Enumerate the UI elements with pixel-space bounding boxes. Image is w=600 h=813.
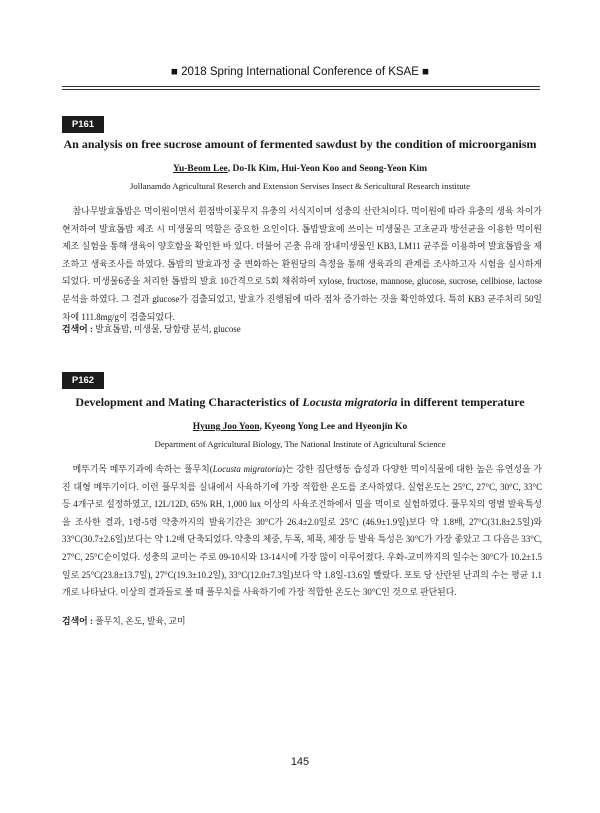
- running-header: ■ 2018 Spring International Conference of KSAE ■: [170, 66, 430, 78]
- paper-authors: [40, 164, 560, 174]
- paper-keywords: [62, 322, 542, 335]
- presenting-author: Hyung Joo Yoon: [192, 422, 260, 432]
- co-authors: , Do-Ik Kim, Hui-Yeon Koo and Seong-Yeon Kim: [227, 164, 428, 174]
- paper-authors: [40, 422, 560, 432]
- keywords-text: 발효톱밥, 미생물, 당함량 분석, glucose: [92, 324, 241, 334]
- abstract-part: 메뚜기목 메뚜기과에 속하는 풀무치(: [72, 464, 213, 474]
- keywords-text: 풀무치, 온도, 발육, 교미: [92, 616, 186, 626]
- title-part: in different temperature: [397, 395, 525, 409]
- co-authors: , Kyeong Yong Lee and Hyeonjin Ko: [259, 422, 408, 432]
- header-rule-bottom: [62, 89, 540, 90]
- presenting-author: Yu-Beom Lee: [172, 164, 228, 174]
- species-name: Locusta migratoria: [212, 464, 283, 474]
- page-number: 145: [290, 756, 310, 768]
- paper-abstract: [62, 461, 542, 602]
- title-part: Development and Mating Characteristics of: [75, 395, 303, 409]
- paper-id-badge: P161: [62, 116, 104, 133]
- paper-keywords: [62, 614, 542, 627]
- keywords-label: 검색어 :: [62, 324, 93, 334]
- header-rule-top: [62, 86, 540, 87]
- paper-id-badge: P162: [62, 372, 104, 389]
- paper-title: [40, 395, 560, 410]
- abstract-part: )는 강한 집단행동 습성과 다양한 먹이식물에 대한 높은 유연성을 가진 대형 메뚜기이다. 이런 풀무치를 실내에서 사육하기에 가장 적합한 온도를 조사하였다. 실험온도는 25°C, 27°C, 30°C, 33°C 등 4개구로 설정하였고, 12L/12D, 65% RH, 1,000 lux 이상의 사육조건하에서 밀을 먹이로 실험하였다. 풀무치의 영별 발육특성을 조사한 결과, 1령-5령 약충까지의 발육기간은 30°C가 26.4±2.0일로 25°C (46.9±1.9일)보다 약 1.8배, 27°C(31.8±2.5일)와 33°C(30.7±2.6일)보다는 약 1.2배 단축되었다. 약충의 체중, 두폭, 체폭, 체장 등 발육 특성은 30°C가 가장 좋았고 그 다음은 33°C, 27°C, 25°C순이었다. 성충의 교미는 주로 09-10시와 13-14시에 가장 많이 이루어졌다. 우화-교미까지의 일수는 30°C가 10.2±1.5일로 25°C(23.8±13.7일), 27°C(19.3±10.2일), 33°C(12.0±7.3일)보다 약 1.8일-13.6일 빨랐다. 포토 당 산란된 난괴의 수는 평균 1.1개로 나타났다. 이상의 결과들로 볼 때 풀무치를 사육하기에 가장 적합한 온도는 30°C인 것으로 판단된다.: [62, 464, 542, 598]
- paper-title: An analysis on free sucrose amount of fermented sawdust by the condition of microorganism: [63, 137, 537, 151]
- keywords-label: 검색어 :: [62, 616, 93, 626]
- paper-affiliation: Jollanamdo Agricultural Reserch and Extension Servises Insect & Sericultural Research institute: [129, 181, 471, 191]
- paper-abstract: 참나무발효톱밥은 먹이원이면서 흰점박이꽃무지 유충의 서식지이며 성충의 산란처이다. 먹이원에 따라 유충의 생육 차이가 현저하여 발효톱밥 제조 시 미생물의 역할은 중요한 요인이다. 톱밥발효에 쓰이는 미생물은 고초균과 방선균을 이용한 먹이원 제조 실험을 통해 생육이 양호함을 확인한 바 있다. 더불어 곤충 유래 장내미생물인 KB3, LM11 균주를 이용하여 발효톱밥을 제조하고 생육조사를 하였다. 톱밥의 발효과정 중 변화하는 환원당의 측정을 통해 생육과의 관계를 조사하고자 시험을 실시하게 되었다. 미생물6종을 처리한 톱밥의 발효 10간격으로 5회 채취하여 xylose, fructose, mannose, glucose, sucrose, cellbiose, lactose 분석을 하였다. 그 결과 glucose가 검출되었고, 발효가 진행됨에 따라 점차 증가하는 것을 확인하였다. 특히 KB3 균주처리 50일 차에 111.8mg/g이 검출되었다.: [62, 206, 542, 322]
- paper-affiliation: Department of Agricultural Biology, The National Institute of Agricultural Science: [154, 439, 446, 449]
- species-name: Locusta migratoria: [302, 395, 398, 409]
